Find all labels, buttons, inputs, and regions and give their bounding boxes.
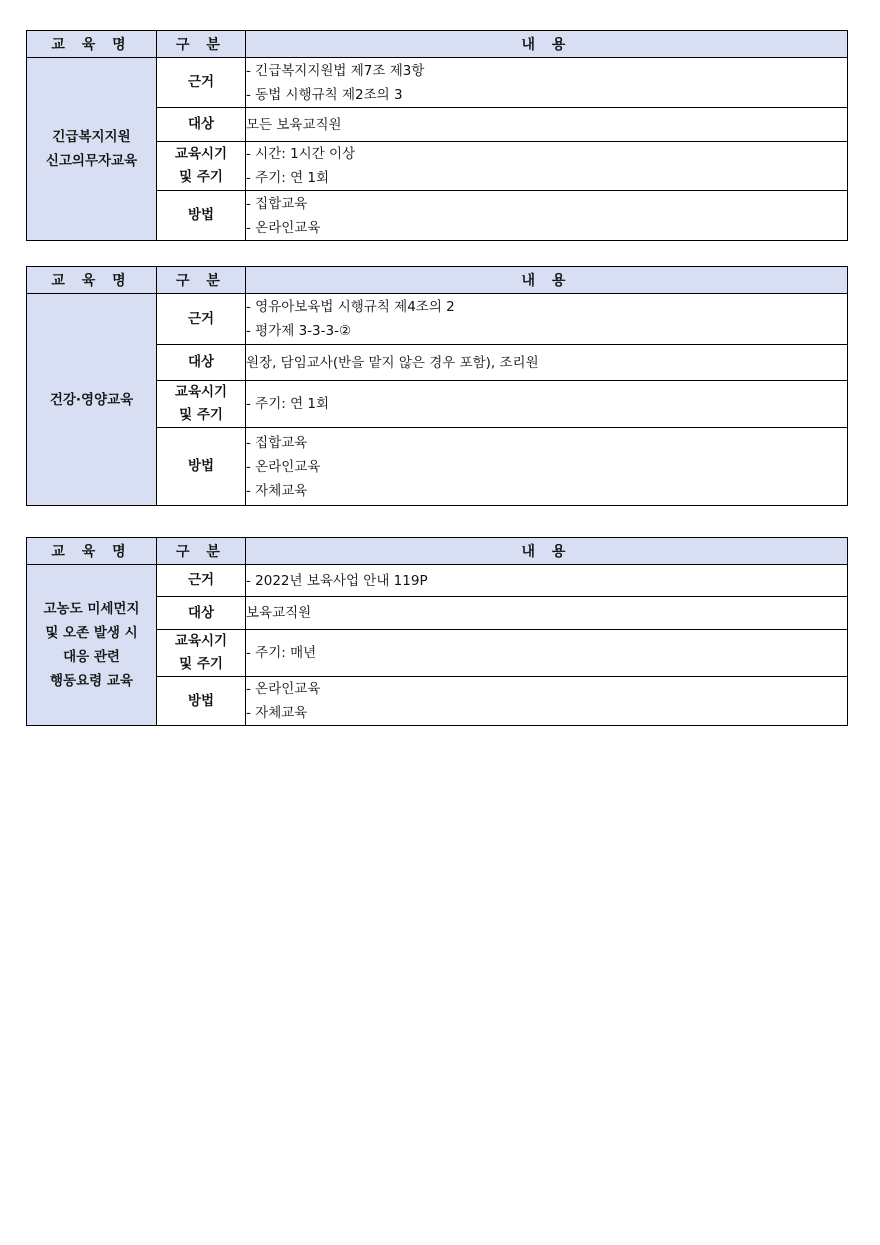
category-period: 교육시기 및 주기 — [157, 630, 246, 677]
education-name-cell — [27, 565, 157, 726]
education-name: 행동요령 교육 — [50, 673, 133, 689]
header-category: 구 분 — [157, 538, 246, 565]
education-table-3 — [26, 537, 848, 726]
header-category: 구 분 — [157, 267, 246, 294]
content-period: - 주기: 연 1회 — [246, 381, 848, 428]
content-basis: - 2022년 보육사업 안내 119P — [246, 565, 848, 597]
category-basis: 근거 — [157, 58, 246, 108]
education-name: 고농도 미세먼지 — [43, 601, 140, 617]
education-table-1 — [26, 30, 848, 241]
header-name: 교 육 명 — [27, 267, 157, 294]
education-name: 긴급복지지원 — [52, 129, 131, 145]
header-content: 내 용 — [246, 267, 848, 294]
header-category: 구 분 — [157, 31, 246, 58]
header-content: 내 용 — [246, 538, 848, 565]
education-name: 대응 관련 — [63, 649, 120, 665]
content-method: - 집합교육 - 온라인교육 - 자체교육 — [246, 428, 848, 506]
content-period: - 시간: 1시간 이상 - 주기: 연 1회 — [246, 142, 848, 191]
content-method: - 집합교육 - 온라인교육 — [246, 191, 848, 241]
category-method: 방법 — [157, 191, 246, 241]
category-basis: 근거 — [157, 565, 246, 597]
header-name: 교 육 명 — [27, 538, 157, 565]
content-basis: - 영유아보육법 시행규칙 제4조의 2 - 평가제 3-3-3-② — [246, 294, 848, 345]
education-name: 건강·영양교육 — [49, 391, 134, 408]
header-name: 교 육 명 — [27, 31, 157, 58]
category-basis: 근거 — [157, 294, 246, 345]
category-period: 교육시기 및 주기 — [157, 142, 246, 191]
content-period: - 주기: 매년 — [246, 630, 848, 677]
content-target: 보육교직원 — [246, 597, 848, 630]
education-name: 및 오존 발생 시 — [45, 625, 138, 641]
education-table-2 — [26, 266, 848, 506]
header-content: 내 용 — [246, 31, 848, 58]
content-method: - 온라인교육 - 자체교육 — [246, 677, 848, 726]
content-basis: - 긴급복지지원법 제7조 제3항 - 동법 시행규칙 제2조의 3 — [246, 58, 848, 108]
content-target: 모든 보육교직원 — [246, 108, 848, 142]
category-method: 방법 — [157, 677, 246, 726]
category-target: 대상 — [157, 345, 246, 381]
category-target: 대상 — [157, 597, 246, 630]
education-name: 신고의무자교육 — [45, 153, 138, 169]
education-name-cell — [27, 58, 157, 241]
category-method: 방법 — [157, 428, 246, 506]
content-target: 원장, 담임교사(반을 맡지 않은 경우 포함), 조리원 — [246, 345, 848, 381]
category-target: 대상 — [157, 108, 246, 142]
category-period: 교육시기 및 주기 — [157, 381, 246, 428]
education-name-cell — [27, 294, 157, 506]
